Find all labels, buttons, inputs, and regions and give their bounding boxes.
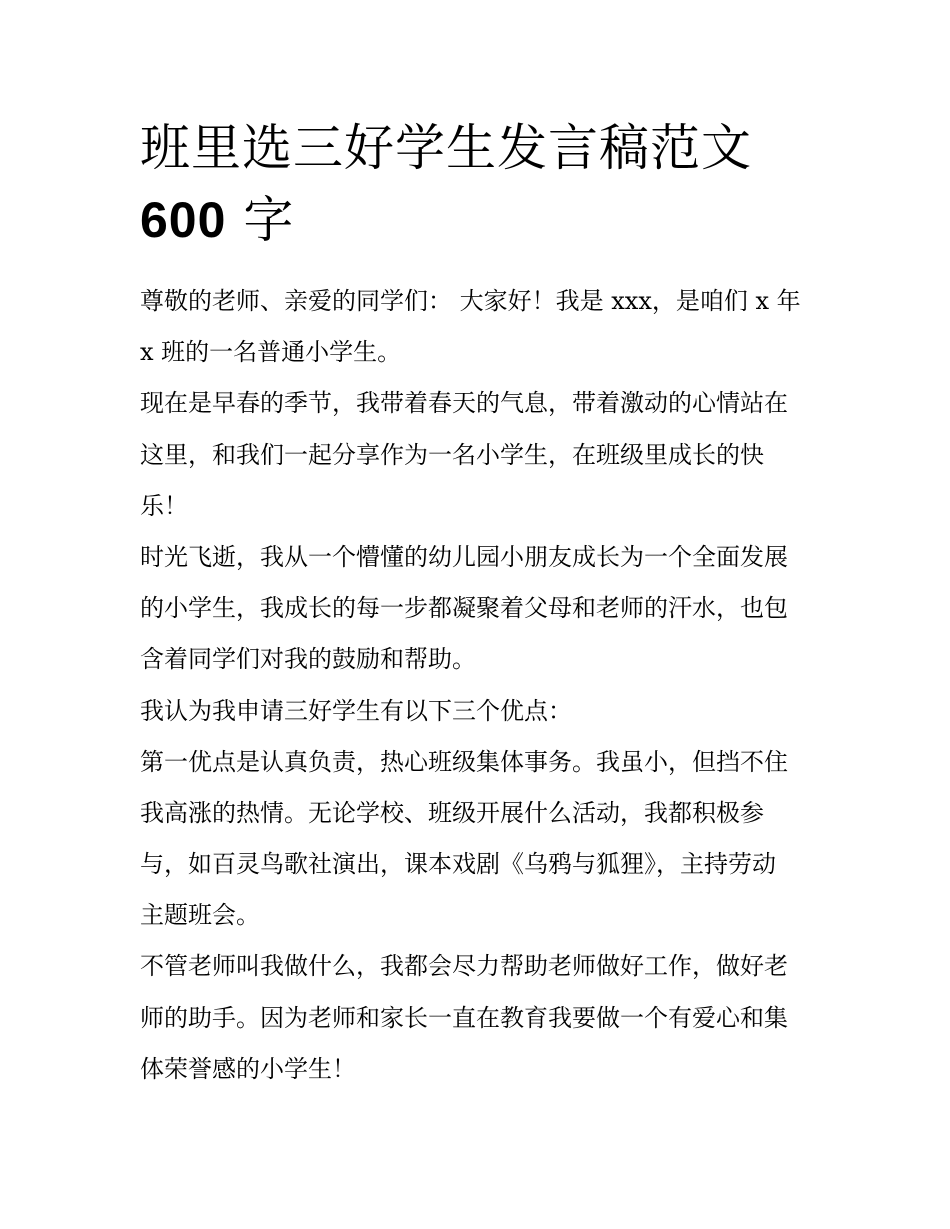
title-suffix: 字: [226, 191, 295, 249]
body-line: 与，如百灵鸟歌社演出，课本戏剧《乌鸦与狐狸》，主持劳动: [140, 850, 776, 879]
body-line: 现在是早春的季节，我带着春天的气息，带着激动的心情站在: [140, 389, 788, 418]
body-line: 不管老师叫我做什么，我都会尽力帮助老师做好工作，做好老: [140, 952, 788, 981]
body-line: 我认为我申请三好学生有以下三个优点：: [140, 696, 572, 725]
body-line: 这里，和我们一起分享作为一名小学生，在班级里成长的快: [140, 440, 764, 469]
body-line: 体荣誉感的小学生！: [140, 1054, 356, 1083]
body-line: 含着同学们对我的鼓励和帮助。: [140, 645, 476, 674]
body-line: 时光飞逝，我从一个懵懂的幼儿园小朋友成长为一个全面发展: [140, 542, 788, 571]
title-line-2: [140, 184, 820, 256]
title-number: 600: [140, 192, 227, 248]
body-line: 第一优点是认真负责，热心班级集体事务。我虽小，但挡不住: [140, 747, 788, 776]
body-line: 主题班会。: [140, 901, 260, 930]
document-title: [140, 112, 820, 256]
body-line: x 班的一名普通小学生。: [140, 338, 402, 367]
body-line: 师的助手。因为老师和家长一直在教育我要做一个有爱心和集: [140, 1003, 788, 1032]
body-line: 的小学生，我成长的每一步都凝聚着父母和老师的汗水，也包: [140, 594, 788, 623]
body-line: 尊敬的老师、亲爱的同学们： 大家好！我是 xxx，是咱们 x 年: [140, 287, 801, 315]
body-line: 乐！: [140, 491, 188, 520]
document-body: [140, 276, 820, 1095]
title-line-1: 班里选三好学生发言稿范文: [140, 119, 752, 177]
body-line: 我高涨的热情。无论学校、班级开展什么活动，我都积极参: [140, 798, 764, 827]
